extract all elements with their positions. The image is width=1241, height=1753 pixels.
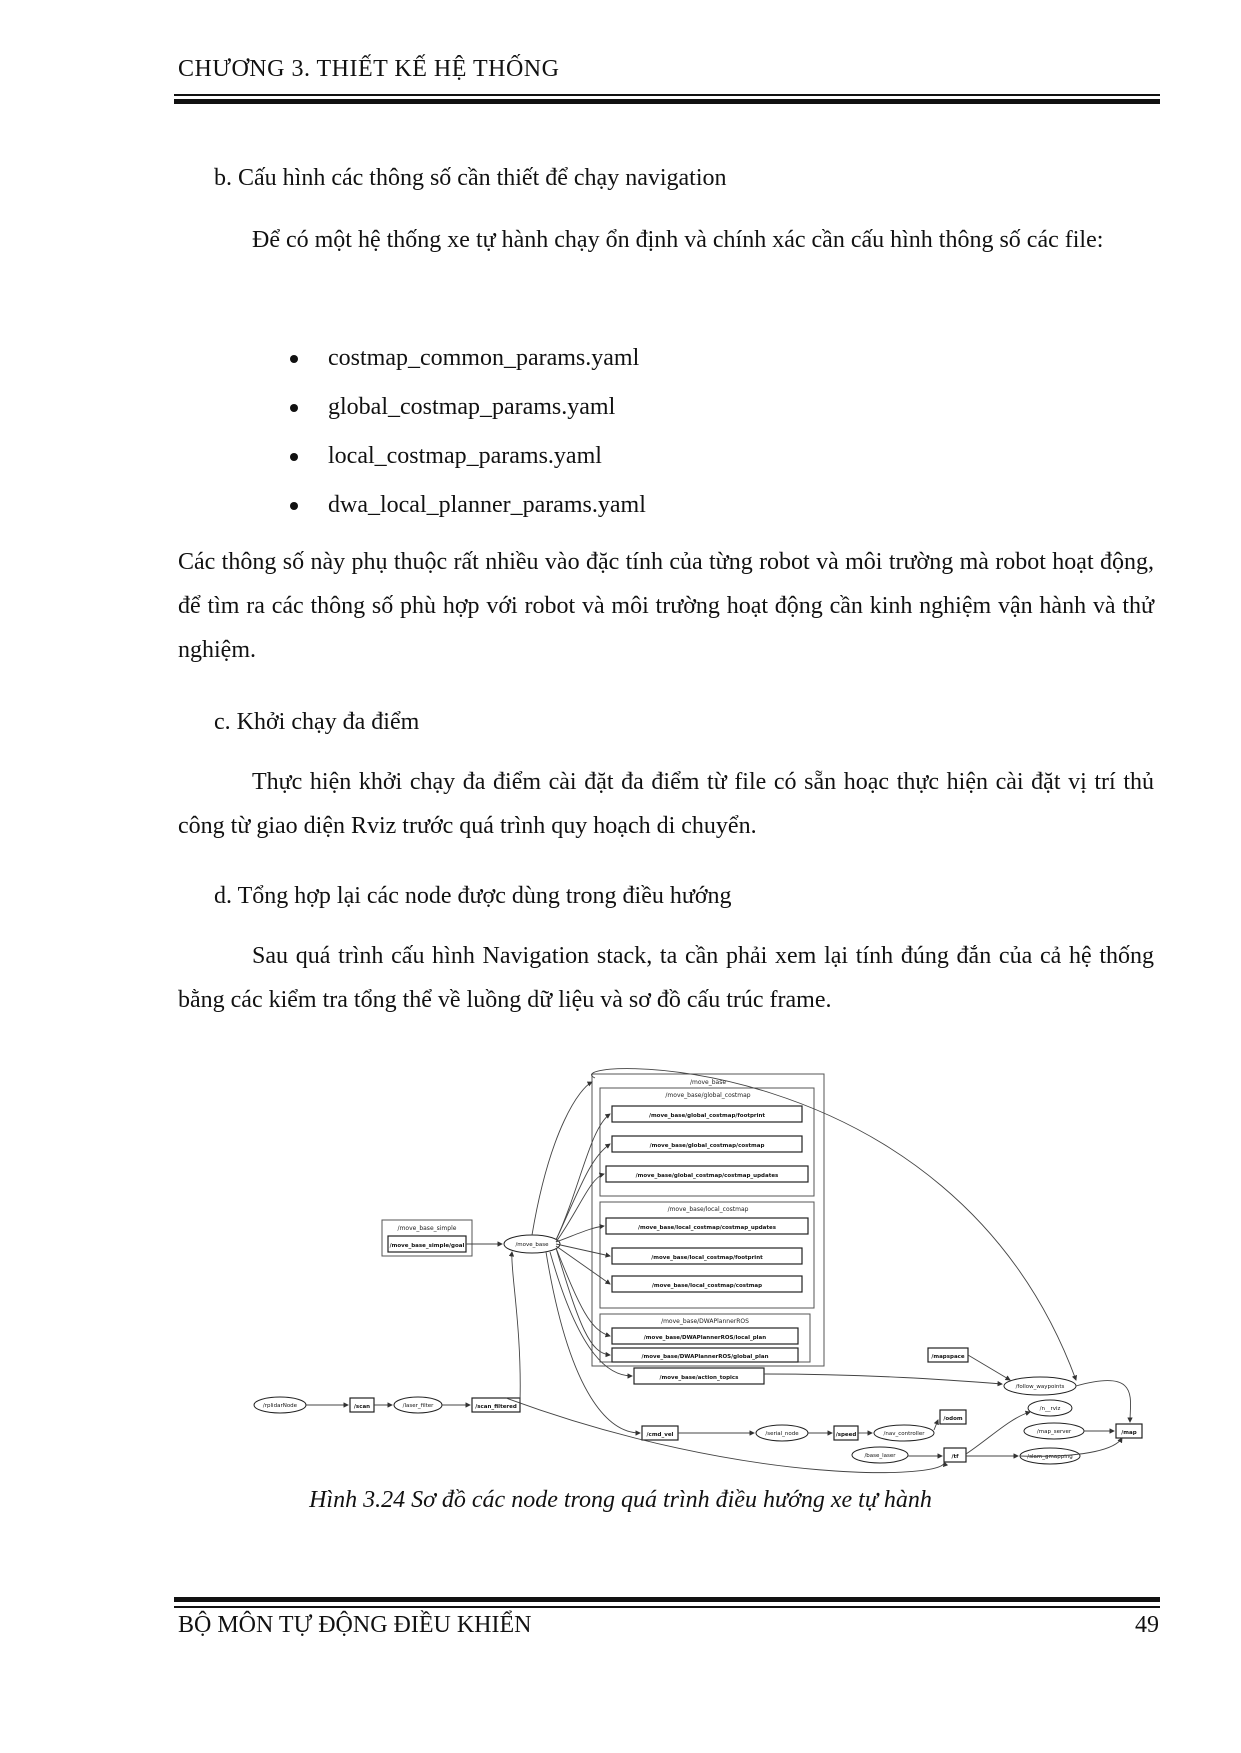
section-d-heading: d. Tổng hợp lại các node được dùng trong điều hướng [214,883,732,909]
list-item: dwa_local_planner_params.yaml [290,481,646,530]
topic-map: /map [1121,1430,1137,1436]
footer-rule-thin [174,1606,1160,1608]
topic-gc-updates: /move_base/global_costmap/costmap_updates [635,1173,779,1179]
topic-goal: /move_base_simple/goal [389,1243,465,1249]
node-laser-filter: /laser_filter [402,1403,434,1409]
section-b-heading: b. Cấu hình các thông số cần thiết để chạy navigation [214,165,727,191]
topic-lc-updates: /move_base/local_costmap/costmap_updates [637,1225,777,1231]
node-move-base: /move_base [515,1242,549,1248]
topic-odom: /odom [943,1416,963,1422]
node-n-rviz: /n__rviz [1039,1406,1061,1412]
list-item: local_costmap_params.yaml [290,432,646,481]
node-graph [250,1068,1150,1478]
footer-rule-thick [174,1597,1160,1602]
cluster-label-local-costmap: /move_base/local_costmap [667,1206,749,1213]
node-follow-waypoints: /follow_waypoints [1015,1384,1065,1390]
node-nav-controller: /nav_controller [883,1431,925,1437]
node-serial-node: /serial_node [765,1431,799,1437]
topic-scan-filtered: /scan_filtered [475,1404,517,1410]
topic-action-topics: /move_base/action_topics [659,1375,739,1381]
section-b-intro: Để có một hệ thống xe tự hành chạy ổn định và chính xác cần cấu hình thông số các file: [252,227,1104,253]
node-graph-figure [250,1068,1150,1478]
node-rplidar: /rplidarNode [262,1403,298,1409]
topic-dwa-global: /move_base/DWAPlannerROS/global_plan [641,1354,769,1360]
section-c-body: Thực hiện khởi chạy đa điểm cài đặt đa điểm từ file có sẵn hoạc thực hiện cài đặt vị trí thủ công từ giao diện Rviz trước quá trình quy hoạch di chuyển. [178,769,1154,839]
page-number: 49 [1135,1612,1159,1638]
node-map-server: /map_server [1036,1429,1072,1435]
node-base-laser: /base_laser [864,1453,896,1459]
list-item: costmap_common_params.yaml [290,334,646,383]
chapter-header: CHƯƠNG 3. THIẾT KẾ HỆ THỐNG [178,56,560,82]
header-rule-thick [174,99,1160,104]
topic-lc-costmap: /move_base/local_costmap/costmap [651,1283,763,1289]
footer-department: BỘ MÔN TỰ ĐỘNG ĐIỀU KHIỂN [178,1612,532,1638]
topic-scan: /scan [353,1404,371,1410]
header-rule-thin [174,94,1160,96]
cluster-label-move-base-simple: /move_base_simple [397,1225,457,1232]
cluster-label-global-costmap: /move_base/global_costmap [665,1092,751,1099]
figure-caption: Hình 3.24 Sơ đồ các node trong quá trình điều hướng xe tự hành [309,1487,932,1513]
cluster-label-move-base: /move_base [689,1079,727,1086]
topic-gc-footprint: /move_base/global_costmap/footprint [648,1113,766,1119]
node-slam-gmapping: /slam_gmapping [1027,1454,1073,1460]
cluster-label-dwa: /move_base/DWAPlannerROS [661,1318,749,1325]
topic-speed: /speed [835,1432,857,1438]
list-item: global_costmap_params.yaml [290,383,646,432]
topic-gc-costmap: /move_base/global_costmap/costmap [649,1143,765,1149]
topic-lc-footprint: /move_base/local_costmap/footprint [651,1255,763,1261]
config-file-list [290,334,646,530]
topic-cmd-vel: /cmd_vel [646,1432,674,1438]
topic-dwa-local: /move_base/DWAPlannerROS/local_plan [643,1335,767,1341]
topic-tf: /tf [951,1454,959,1460]
section-c-heading: c. Khởi chạy đa điểm [214,709,420,735]
section-d-body: Sau quá trình cấu hình Navigation stack, ta cần phải xem lại tính đúng đắn của cả hệ thống bằng các kiểm tra tổng thể về luồng dữ liệu và sơ đồ cấu trúc frame. [178,943,1154,1013]
topic-mapspace: /mapspace [931,1354,965,1360]
section-b-note: Các thông số này phụ thuộc rất nhiều vào đặc tính của từng robot và môi trường mà robot hoạt động, để tìm ra các thông số phù hợp với robot và môi trường hoạt động cần kinh nghiệm vận hành và thử nghiệm. [178,549,1154,663]
